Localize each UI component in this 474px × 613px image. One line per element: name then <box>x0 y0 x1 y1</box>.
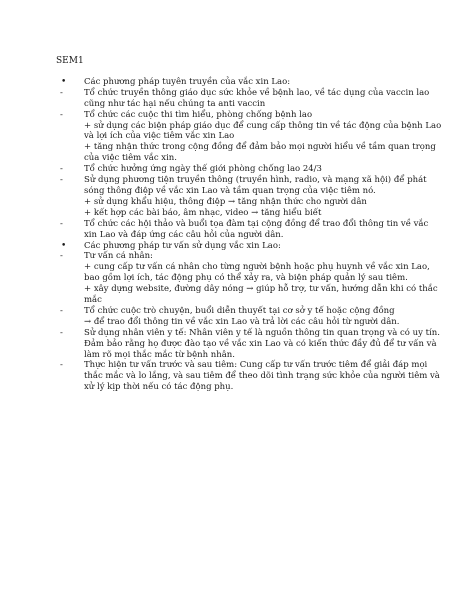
text-line: thắc mắc và lo lắng, và sau tiêm để theo dõi tình trạng sức khỏe của người tiêm và <box>84 371 440 382</box>
text-line: bao gồm lợi ích, tác động phụ có thể xảy ra, và biện pháp quản lý sau tiêm. <box>84 273 408 284</box>
text-line: Đảm bảo rằng họ được đào tạo về vắc xin Lao và có kiến thức đầy đủ để tư vấn và <box>84 338 437 349</box>
dash-item <box>56 219 436 241</box>
text-line: Sử dụng nhân viên y tế: Nhân viên y tế là nguồn thông tin quan trọng và có uy tín. <box>84 327 440 338</box>
dash-item <box>56 251 436 306</box>
text-line: → để trao đổi thông tin về vắc xin Lao và trả lời các câu hỏi từ người dân. <box>84 316 400 327</box>
dash-marker: - <box>60 218 63 229</box>
text-line: Tư vấn cá nhân: <box>84 251 153 262</box>
text-line: + xây dựng website, đường dây nóng → giúp hỗ trợ, tư vấn, hướng dẫn khi có thắc <box>84 284 438 295</box>
dash-item <box>56 327 440 361</box>
bullet-item <box>56 77 436 88</box>
text-line: + sử dụng khẩu hiệu, thông điệp → tăng nhận thức cho người dân <box>84 196 367 207</box>
text-line: + tăng nhận thức trong cộng đồng để đảm bảo mọi người hiểu về tầm quan trọng <box>84 142 436 153</box>
outline-list <box>56 76 442 393</box>
bullet-item <box>56 241 436 252</box>
text-line: mắc <box>84 295 102 306</box>
text-line: và lợi ích của việc tiêm vắc xin Lao <box>84 131 235 142</box>
text-line: Sử dụng phương tiện truyền thông (truyền hình, radio, và mạng xã hội) để phát <box>84 175 427 186</box>
text-line: + sử dụng các biện pháp giáo dục để cung cấp thông tin về tác động của bệnh Lao <box>84 120 442 131</box>
document-title: SEM1 <box>56 56 84 66</box>
text-line: + kết hợp các bài báo, âm nhạc, video → tăng hiểu biết <box>84 207 322 218</box>
bullet-marker: • <box>61 76 67 87</box>
text-line: Tổ chức cuộc trò chuyện, buổi diễn thuyết tại cơ sở y tế hoặc cộng đồng <box>84 305 395 316</box>
text-line: Tổ chức hưởng ứng ngày thế giới phòng chống lao 24/3 <box>84 164 322 175</box>
text-line: Tổ chức các hội thảo và buổi tọa đàm tại cộng đồng để trao đổi thông tin về vắc <box>84 218 429 229</box>
dash-item <box>56 88 436 110</box>
dash-marker: - <box>60 175 63 186</box>
dash-marker: - <box>60 251 63 262</box>
dash-item <box>56 175 436 219</box>
dash-marker: - <box>60 360 63 371</box>
text-line: cũng như tác hại nếu chúng ta anti vaccin <box>84 98 266 109</box>
dash-item <box>56 164 436 175</box>
dash-marker: - <box>60 164 63 175</box>
text-line: xử lý kịp thời nếu có tác động phụ. <box>84 382 234 393</box>
text-line: Các phương pháp tư vấn sử dụng vắc xin Lao: <box>84 240 281 251</box>
document-content <box>56 56 442 393</box>
dash-marker: - <box>60 109 63 120</box>
text-line: Thực hiện tư vấn trước và sau tiêm: Cung cấp tư vấn trước tiêm để giải đáp mọi <box>84 360 428 371</box>
text-line: sóng thông điệp về vắc xin Lao và tầm quan trọng của việc tiêm nó. <box>84 185 376 196</box>
dash-marker: - <box>60 327 63 338</box>
text-line: Tổ chức truyền thông giáo dục sức khỏe về bệnh lao, về tác dụng của vaccin lao <box>84 87 430 98</box>
text-line: của việc tiêm vắc xin. <box>84 153 177 164</box>
text-line: làm rõ mọi thắc mắc từ bệnh nhân. <box>84 349 235 360</box>
bullet-marker: • <box>61 240 67 251</box>
text-line: + cung cấp tư vấn cá nhân cho từng người bệnh hoặc phụ huynh về vắc xin Lao, <box>84 262 430 273</box>
dash-item <box>56 306 436 328</box>
dash-item <box>56 109 442 165</box>
text-line: xin Lao và đáp ứng các câu hỏi của người dân. <box>84 229 284 240</box>
dash-item <box>56 360 440 393</box>
text-line: Tổ chức các cuộc thi tìm hiểu, phòng chống bệnh lao <box>84 109 313 120</box>
text-line: Các phương pháp tuyên truyền của vắc xin Lao: <box>84 76 291 87</box>
dash-marker: - <box>60 305 63 316</box>
dash-marker: - <box>60 87 63 98</box>
